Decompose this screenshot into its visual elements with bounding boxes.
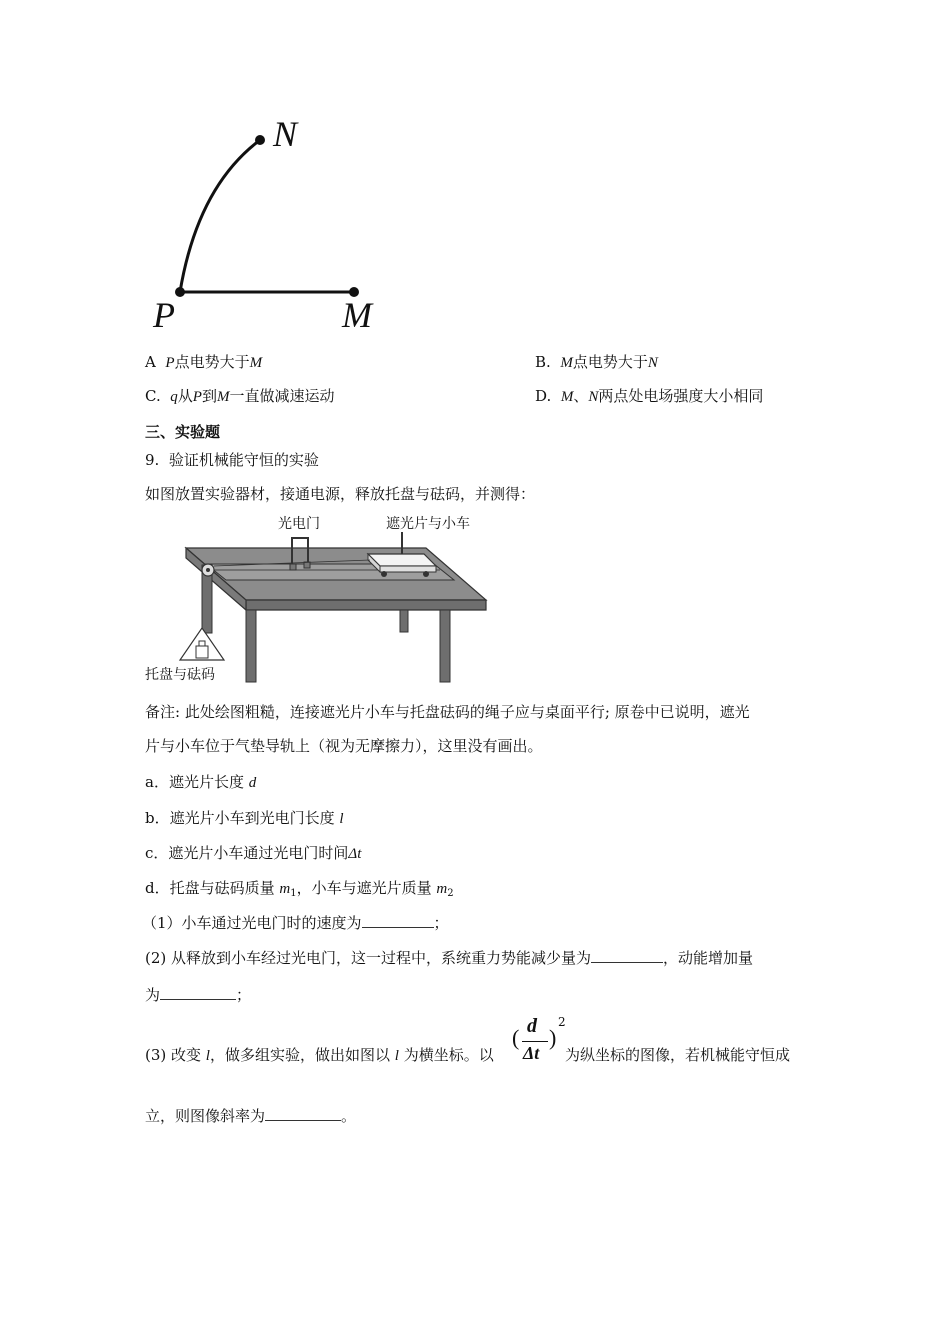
item-b: b．遮光片小车到光电门长度 l — [145, 809, 344, 827]
question-intro: 如图放置实验器材，接通电源，释放托盘与砝码，并测得： — [145, 485, 536, 503]
fraction-exponent: 2 — [558, 1015, 566, 1029]
label-p: P — [153, 295, 175, 335]
subquestion-3-cont: 为纵坐标的图像，若机械能守恒成 — [565, 1046, 791, 1064]
subquestion-2: (2) 从释放到小车经过光电门，这一过程中，系统重力势能减少量为 ，动能增加量 — [145, 949, 754, 967]
item-c: c．遮光片小车通过光电门时间Δt — [145, 844, 362, 862]
item-d: d．托盘与砝码质量 $m_1$，小车与遮光片质量 $m_2$ — [145, 879, 454, 899]
weight-block — [196, 646, 208, 658]
cart-wheel — [381, 571, 387, 577]
answer-blank[interactable] — [591, 948, 663, 963]
label-photogate: 光电门 — [278, 516, 320, 532]
option-c: C. q从P到M一直做减速运动 — [145, 387, 335, 405]
option-d: D. M、N两点处电场强度大小相同 — [535, 387, 764, 405]
subquestion-3: (3) 改变 l，做多组实验，做出如图以 l 为横坐标。以 — [145, 1046, 494, 1064]
table-edge — [246, 600, 486, 610]
answer-blank[interactable] — [362, 913, 434, 928]
table-leg — [246, 610, 256, 682]
item-a: a．遮光片长度 d — [145, 773, 257, 791]
point-n — [255, 135, 265, 145]
arc-path-pn — [180, 140, 260, 292]
section-title: 三、实验题 — [145, 423, 221, 441]
cart-wheel — [423, 571, 429, 577]
note-line-2: 片与小车位于气垫导轨上（视为无摩擦力），这里没有画出。 — [145, 737, 543, 755]
subquestion-2-line-2: 为 ； — [145, 986, 252, 1004]
answer-blank[interactable] — [160, 985, 236, 1000]
fraction-expression: ( d Δt ) 2 — [512, 1015, 566, 1063]
question-title: 9. 验证机械能守恒的实验 — [145, 451, 319, 469]
table-leg — [400, 610, 408, 632]
subquestion-1: （1）小车通过光电门时的速度为 ； — [142, 914, 449, 932]
option-b: B. M点电势大于N — [535, 353, 658, 371]
label-m: M — [342, 295, 372, 335]
label-weight: 托盘与砝码 — [145, 667, 215, 683]
table-leg — [440, 610, 450, 682]
point-p — [175, 287, 185, 297]
answer-blank[interactable] — [265, 1106, 341, 1121]
subquestion-3-line-2: 立，则图像斜率为 。 — [145, 1107, 357, 1125]
fraction-numerator: d — [527, 1015, 537, 1037]
apparatus-figure — [140, 510, 500, 690]
fraction-denominator: Δt — [523, 1043, 540, 1063]
label-cart: 遮光片与小车 — [386, 516, 470, 532]
label-n: N — [273, 114, 298, 154]
option-a: A P点电势大于M — [145, 353, 263, 371]
note-line-1: 备注: 此处绘图粗糙，连接遮光片小车与托盘砝码的绳子应与桌面平行; 原卷中已说明，遮光 — [145, 703, 750, 721]
